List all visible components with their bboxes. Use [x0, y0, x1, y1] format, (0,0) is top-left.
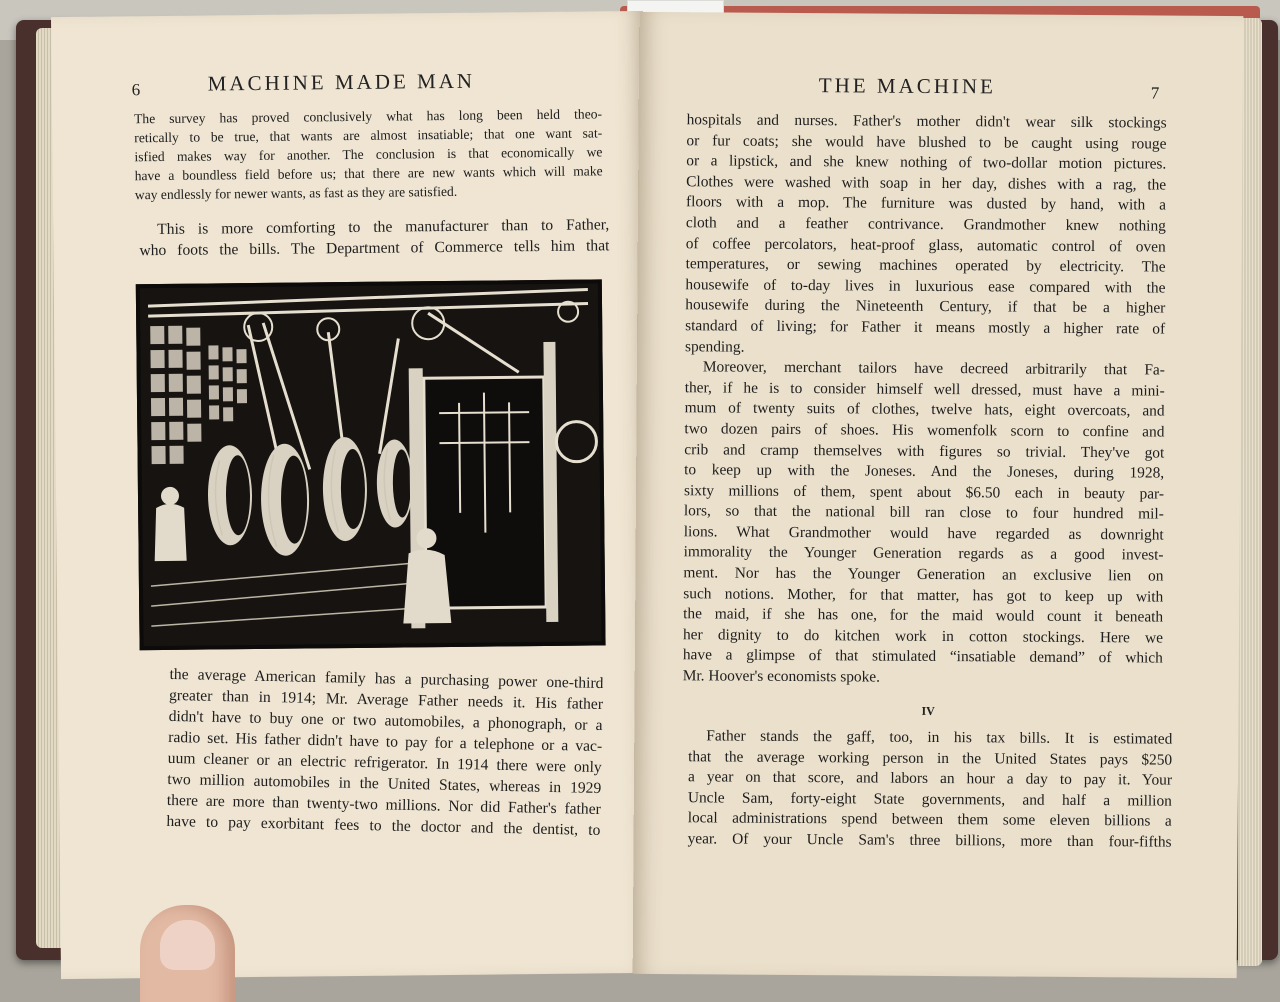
text-line: the average American family has a purchasing power one-third: [169, 665, 604, 693]
text-line: such notions. Mother, for that matter, has got to keep up with: [683, 584, 1164, 606]
running-head-left: MACHINE MADE MAN: [207, 68, 476, 96]
text-line: radio set. His father didn't have to pay for a telephone or a vac-: [168, 728, 603, 755]
text-line: have a glimpse of that stimulated “insatiable demand” of which: [682, 646, 1163, 668]
text-line: greater than in 1914; Mr. Average Father needs it. His father: [168, 686, 604, 713]
section-number: IV: [921, 703, 935, 718]
body-text-right-section: [688, 726, 1173, 853]
quote-line: way endlessly for newer wants, as fast as they are satisfied.: [134, 183, 458, 203]
text-line: who foots the bills. The Department of Commerce tells him that: [139, 237, 610, 260]
text-line: temperatures, or sewing machines operated by electricity. The: [685, 255, 1166, 276]
text-line: ther, if he is to consider himself well dressed, must have a mini-: [684, 378, 1165, 400]
text-line: or a lipstick, and she knew nothing of two-dollar motion pictures.: [686, 152, 1167, 173]
text-line: immorality the Younger Generation regards as a good invest-: [683, 543, 1164, 565]
text-line: Mr. Hoover's economists spoke.: [682, 667, 881, 686]
text-line: or fur coats; she would have blushed to be caught using rouge: [686, 131, 1167, 153]
page-number-right: 7: [1150, 83, 1160, 103]
text-line: to keep up with the Joneses. And the Joneses, during 1928,: [684, 461, 1165, 482]
text-line: didn't have to buy one or two automobiles, a phonograph, or a: [168, 707, 603, 734]
text-line: cloth and a feather contrivance. Grandmother knew nothing: [685, 214, 1166, 235]
text-line: sixty millions of them, spent about $6.50 each in beauty par-: [683, 481, 1165, 503]
text-line: that the average working person in the United States pays $250: [688, 747, 1173, 769]
text-line: lions. What Grandmother would have regarded as downright: [683, 523, 1164, 544]
text-line: of coffee percolators, heat-proof glass, automatic control of oven: [685, 234, 1166, 256]
text-line: housewife of to-day lives in luxurious ease compared with the: [685, 275, 1166, 297]
text-line: her dignity to do kitchen work in cotton stockings. Here we: [682, 626, 1164, 647]
text-line: standard of living; for Father it means mostly a higher rate of: [685, 317, 1166, 338]
text-line: hospitals and nurses. Father's mother didn't wear silk stockings: [686, 111, 1167, 132]
text-line: two dozen pairs of shoes. His womenfolk scorn to confine and: [684, 420, 1165, 441]
text-line: This is more comforting to the manufacturer than to Father,: [157, 216, 610, 239]
running-head-right: THE MACHINE: [818, 73, 997, 99]
text-line: lors, so that the national bill ran close to four hundred mil-: [683, 502, 1164, 523]
quote-line: have a boundless field before us; that there are new wants which will make: [134, 163, 603, 184]
text-line: the maid, if she has one, for the maid would count it beneath: [683, 605, 1164, 626]
woodcut-illustration: [136, 279, 606, 650]
text-line: two million automobiles in the United States, whereas in 1929: [167, 770, 602, 797]
text-line: spending.: [684, 337, 745, 356]
text-line: Father stands the gaff, too, in his tax bills. It is estimated: [706, 727, 1173, 748]
text-line: year. Of your Uncle Sam's three billions, more than four-fifths: [687, 830, 1172, 851]
quote-line: isfied makes way for another. The conclusion is that economically we: [134, 144, 603, 165]
page-number-left: 6: [131, 80, 141, 100]
quote-block: [134, 104, 603, 204]
text-line: crib and cramp themselves with figures so trivial. They've got: [684, 440, 1165, 462]
body-text-bottom: [166, 664, 603, 841]
quote-line: The survey has proved conclusively what has long been held theo-: [133, 106, 603, 127]
body-text-top: [139, 214, 609, 261]
left-page: [51, 11, 653, 979]
text-line: Moreover, merchant tailors have decreed arbitrarily that Fa-: [702, 358, 1165, 379]
thumbnail: [160, 920, 215, 970]
text-line: local administrations spend between them some eleven billions a: [687, 809, 1172, 831]
quote-line: retically to be true, that wants are almost insatiable; that one want sat-: [134, 125, 603, 146]
body-text-right: [683, 110, 1167, 690]
text-line: there are more than twenty-two millions. Nor did Father's father: [166, 791, 601, 818]
text-line: Clothes were washed with soap in her day, dishes with a rag, the: [686, 173, 1167, 194]
right-page: [633, 12, 1244, 978]
text-line: ment. Nor has the Younger Generation an exclusive lien on: [683, 564, 1164, 585]
text-line: floors with a mop. The furniture was dusted by hand, with a: [685, 193, 1167, 214]
text-line: a year on that score, and labors an hour a day to pay it. Your: [687, 768, 1173, 789]
factory-machinery-image: [138, 281, 604, 648]
text-line: housewife during the Nineteenth Century, if that be a higher: [685, 296, 1166, 317]
text-line: have to pay exorbitant fees to the doctor and the dentist, to: [166, 812, 601, 839]
text-line: mum of twenty suits of clothes, twelve hats, eight overcoats, and: [684, 399, 1165, 420]
text-line: uum cleaner or an electric refrigerator. In 1914 there were only: [167, 749, 602, 776]
text-line: Uncle Sam, forty-eight State governments, and half a million: [687, 789, 1172, 810]
